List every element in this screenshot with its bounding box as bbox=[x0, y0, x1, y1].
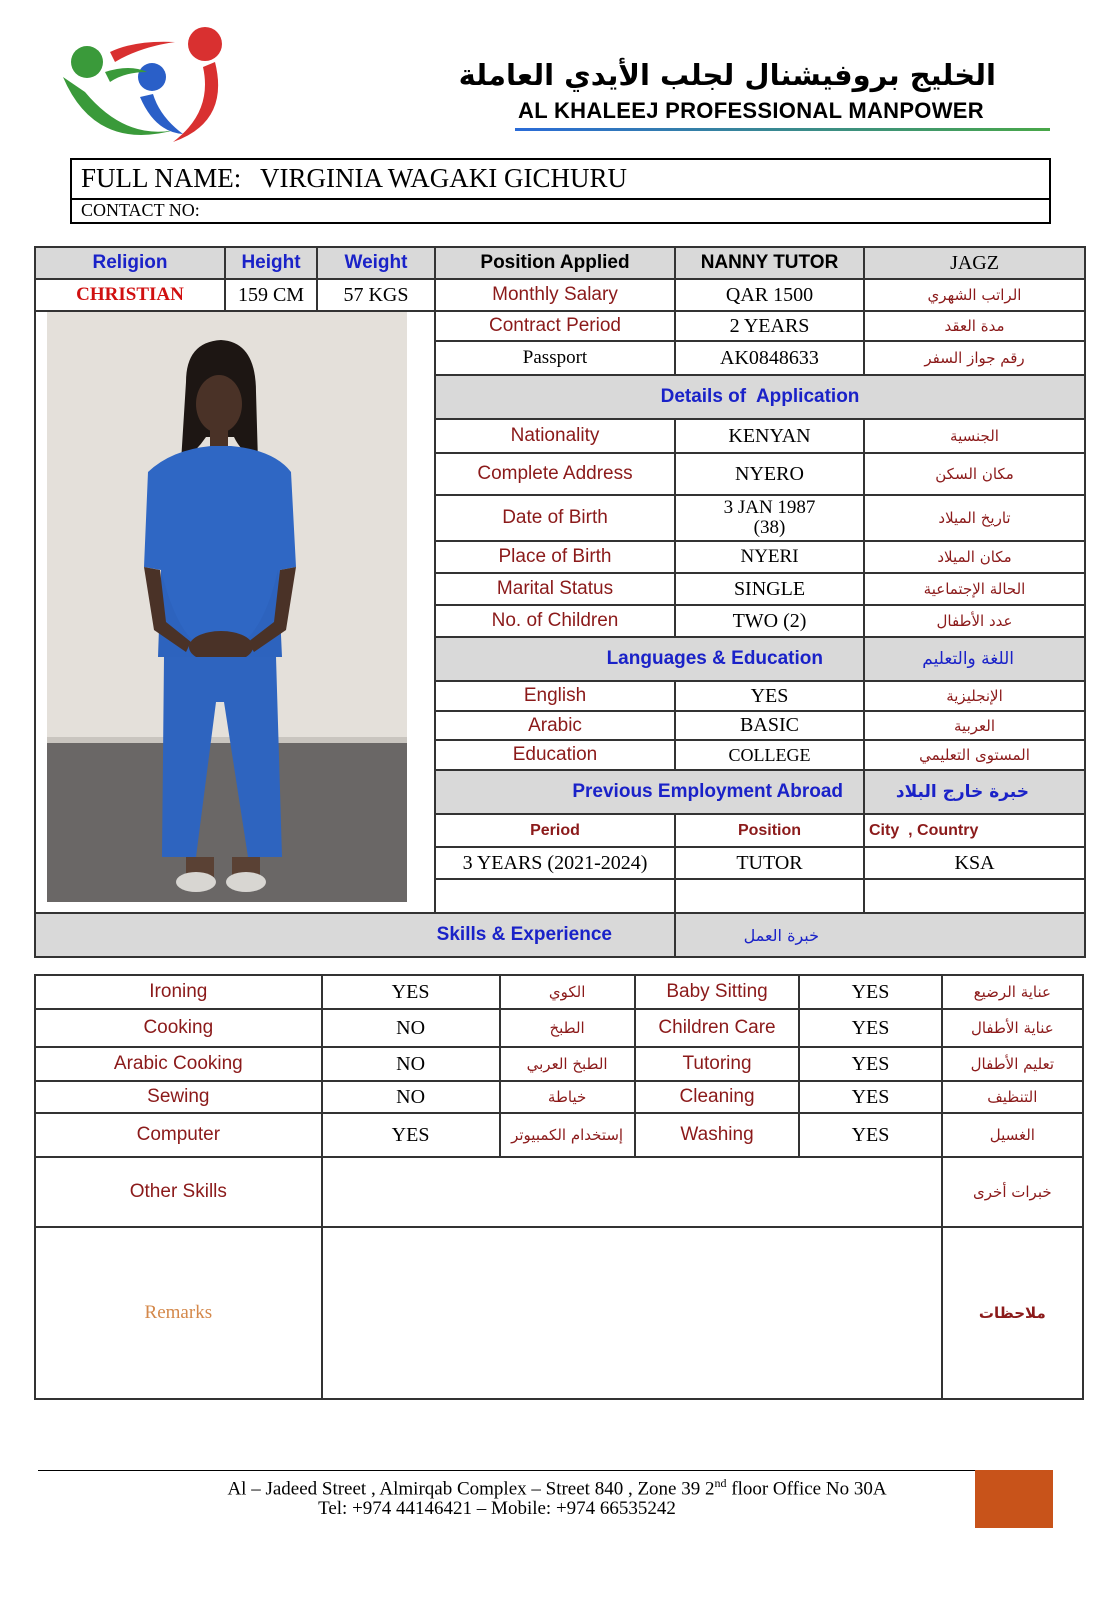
company-logo-icon bbox=[55, 22, 230, 147]
contract-value: 2 YEARS bbox=[675, 311, 864, 341]
candidate-code: JAGZ bbox=[864, 247, 1085, 279]
dob-arabic: تاريخ الميلاد bbox=[864, 495, 1085, 541]
other-skills-value bbox=[322, 1157, 942, 1227]
employment-position-2 bbox=[675, 879, 864, 913]
other-skills-row bbox=[35, 1157, 1083, 1227]
skill-tutoring-arabic: تعليم الأطفال bbox=[942, 1047, 1083, 1081]
children-label: No. of Children bbox=[435, 605, 675, 637]
skill-cooking-label: Cooking bbox=[35, 1009, 322, 1047]
skill-ironing-arabic: الكوي bbox=[500, 975, 635, 1009]
salary-arabic: الراتب الشهري bbox=[864, 279, 1085, 311]
location-header: City , Country bbox=[864, 814, 1085, 847]
footer-address-part2: floor Office No 30A bbox=[726, 1478, 887, 1500]
skills-section-title: Skills & Experience bbox=[35, 913, 675, 957]
full-name-box bbox=[70, 158, 1051, 200]
skill-cooking-value: NO bbox=[322, 1009, 500, 1047]
skill-cleaning-label: Cleaning bbox=[635, 1081, 800, 1113]
skill-washing-value: YES bbox=[799, 1113, 941, 1157]
contract-row bbox=[35, 311, 1085, 341]
education-label: Education bbox=[435, 740, 675, 770]
employment-section-title: Previous Employment Abroad bbox=[435, 770, 864, 814]
weight-value: 57 KGS bbox=[317, 279, 435, 311]
pob-arabic: مكان الميلاد bbox=[864, 541, 1085, 573]
employment-position: TUTOR bbox=[675, 847, 864, 879]
children-value: TWO (2) bbox=[675, 605, 864, 637]
dob-date: 3 JAN 1987 bbox=[723, 497, 816, 518]
skill-childcare-arabic: عناية الأطفال bbox=[942, 1009, 1083, 1047]
skill-computer-label: Computer bbox=[35, 1113, 322, 1157]
skill-sewing-value: NO bbox=[322, 1081, 500, 1113]
skill-computer-value: YES bbox=[322, 1113, 500, 1157]
skill-tutoring-value: YES bbox=[799, 1047, 941, 1081]
religion-value: CHRISTIAN bbox=[35, 279, 225, 311]
period-header: Period bbox=[435, 814, 675, 847]
contract-label: Contract Period bbox=[435, 311, 675, 341]
photo-cell bbox=[35, 311, 435, 913]
skills-section-row bbox=[35, 913, 1085, 957]
passport-label: Passport bbox=[435, 341, 675, 375]
marital-value: SINGLE bbox=[675, 573, 864, 605]
skill-tutoring-label: Tutoring bbox=[635, 1047, 800, 1081]
skill-sewing-arabic: خياطة bbox=[500, 1081, 635, 1113]
remarks-label: Remarks bbox=[35, 1227, 322, 1399]
footer-address-sup: nd bbox=[714, 1476, 727, 1490]
employment-location-2 bbox=[864, 879, 1085, 913]
skill-row-3 bbox=[35, 1047, 1083, 1081]
arabic-value: BASIC bbox=[675, 711, 864, 740]
position-applied-value: NANNY TUTOR bbox=[675, 247, 864, 279]
skill-babysitting-value: YES bbox=[799, 975, 941, 1009]
passport-value: AK0848633 bbox=[675, 341, 864, 375]
nationality-label: Nationality bbox=[435, 419, 675, 453]
pob-label: Place of Birth bbox=[435, 541, 675, 573]
skill-ironing-label: Ironing bbox=[35, 975, 322, 1009]
candidate-photo bbox=[36, 312, 435, 902]
skill-babysitting-label: Baby Sitting bbox=[635, 975, 800, 1009]
dob-label: Date of Birth bbox=[435, 495, 675, 541]
passport-arabic: رقم جواز السفر bbox=[864, 341, 1085, 375]
skill-row-5 bbox=[35, 1113, 1083, 1157]
address-value: NYERO bbox=[675, 453, 864, 495]
position-header: Position bbox=[675, 814, 864, 847]
english-value: YES bbox=[675, 681, 864, 711]
skill-row-4 bbox=[35, 1081, 1083, 1113]
remarks-value bbox=[322, 1227, 942, 1399]
languages-section-title: Languages & Education bbox=[435, 637, 864, 681]
title-underline bbox=[515, 128, 1050, 131]
nationality-value: KENYAN bbox=[675, 419, 864, 453]
footer-address-part1: Al – Jadeed Street , Almirqab Complex – Street 840 , Zone 39 2 bbox=[227, 1478, 715, 1500]
religion-header: Religion bbox=[35, 247, 225, 279]
skill-computer-arabic: إستخدام الكمبيوتر bbox=[500, 1113, 635, 1157]
skill-cleaning-value: YES bbox=[799, 1081, 941, 1113]
dob-age: (38) bbox=[753, 517, 786, 538]
skills-table bbox=[34, 974, 1084, 1400]
dob-value bbox=[675, 495, 864, 541]
skill-row-2 bbox=[35, 1009, 1083, 1047]
cv-table bbox=[34, 246, 1086, 958]
nationality-arabic: الجنسية bbox=[864, 419, 1085, 453]
footer-phone: Tel: +974 44146421 – Mobile: +974 66535242 bbox=[318, 1498, 676, 1519]
skill-washing-arabic: الغسيل bbox=[942, 1113, 1083, 1157]
skill-washing-label: Washing bbox=[635, 1113, 800, 1157]
address-arabic: مكان السكن bbox=[864, 453, 1085, 495]
address-label: Complete Address bbox=[435, 453, 675, 495]
salary-value: QAR 1500 bbox=[675, 279, 864, 311]
education-arabic: المستوى التعليمي bbox=[864, 740, 1085, 770]
employment-section-title-arabic: خبرة خارج البلاد bbox=[864, 770, 1085, 814]
weight-header: Weight bbox=[317, 247, 435, 279]
salary-label: Monthly Salary bbox=[435, 279, 675, 311]
languages-section-title-arabic: اللغة والتعليم bbox=[864, 637, 1085, 681]
skill-babysitting-arabic: عناية الرضيع bbox=[942, 975, 1083, 1009]
contract-arabic: مدة العقد bbox=[864, 311, 1085, 341]
skill-row-1 bbox=[35, 975, 1083, 1009]
footer-divider bbox=[38, 1470, 1052, 1471]
skill-cooking-arabic: الطبخ bbox=[500, 1009, 635, 1047]
skill-cleaning-arabic: التنظيف bbox=[942, 1081, 1083, 1113]
arabic-label: Arabic bbox=[435, 711, 675, 740]
education-value: COLLEGE bbox=[675, 740, 864, 770]
skills-section-title-arabic: خبرة العمل bbox=[675, 913, 1085, 957]
arabic-arabic: العربية bbox=[864, 711, 1085, 740]
height-value: 159 CM bbox=[225, 279, 317, 311]
other-skills-arabic: خبرات أخرى bbox=[942, 1157, 1083, 1227]
pob-value: NYERI bbox=[675, 541, 864, 573]
basic-info-row bbox=[35, 279, 1085, 311]
remarks-arabic: ملاحظات bbox=[942, 1227, 1083, 1399]
skill-arabic-cooking-arabic: الطبخ العربي bbox=[500, 1047, 635, 1081]
skill-arabic-cooking-label: Arabic Cooking bbox=[35, 1047, 322, 1081]
header-row bbox=[35, 247, 1085, 279]
employment-location: KSA bbox=[864, 847, 1085, 879]
english-label: English bbox=[435, 681, 675, 711]
other-skills-label: Other Skills bbox=[35, 1157, 322, 1227]
details-section-title: Details of Application bbox=[435, 375, 1085, 419]
employment-period: 3 YEARS (2021-2024) bbox=[435, 847, 675, 879]
skill-ironing-value: YES bbox=[322, 975, 500, 1009]
employment-period-2 bbox=[435, 879, 675, 913]
contact-box bbox=[70, 200, 1051, 224]
contact-label: CONTACT NO: bbox=[81, 200, 200, 220]
company-name-arabic: الخليج بروفيشنال لجلب الأيدي العاملة bbox=[458, 58, 996, 92]
skill-childcare-label: Children Care bbox=[635, 1009, 800, 1047]
skill-childcare-value: YES bbox=[799, 1009, 941, 1047]
marital-label: Marital Status bbox=[435, 573, 675, 605]
full-name-label: FULL NAME: bbox=[81, 163, 242, 193]
remarks-row bbox=[35, 1227, 1083, 1399]
skill-arabic-cooking-value: NO bbox=[322, 1047, 500, 1081]
footer-address bbox=[0, 1476, 1114, 1500]
position-applied-label: Position Applied bbox=[435, 247, 675, 279]
company-name-english: AL KHALEEJ PROFESSIONAL MANPOWER bbox=[518, 98, 984, 123]
children-arabic: عدد الأطفال bbox=[864, 605, 1085, 637]
marital-arabic: الحالة الإجتماعية bbox=[864, 573, 1085, 605]
skill-sewing-label: Sewing bbox=[35, 1081, 322, 1113]
english-arabic: الإنجليزية bbox=[864, 681, 1085, 711]
full-name-value: VIRGINIA WAGAKI GICHURU bbox=[260, 163, 627, 193]
height-header: Height bbox=[225, 247, 317, 279]
